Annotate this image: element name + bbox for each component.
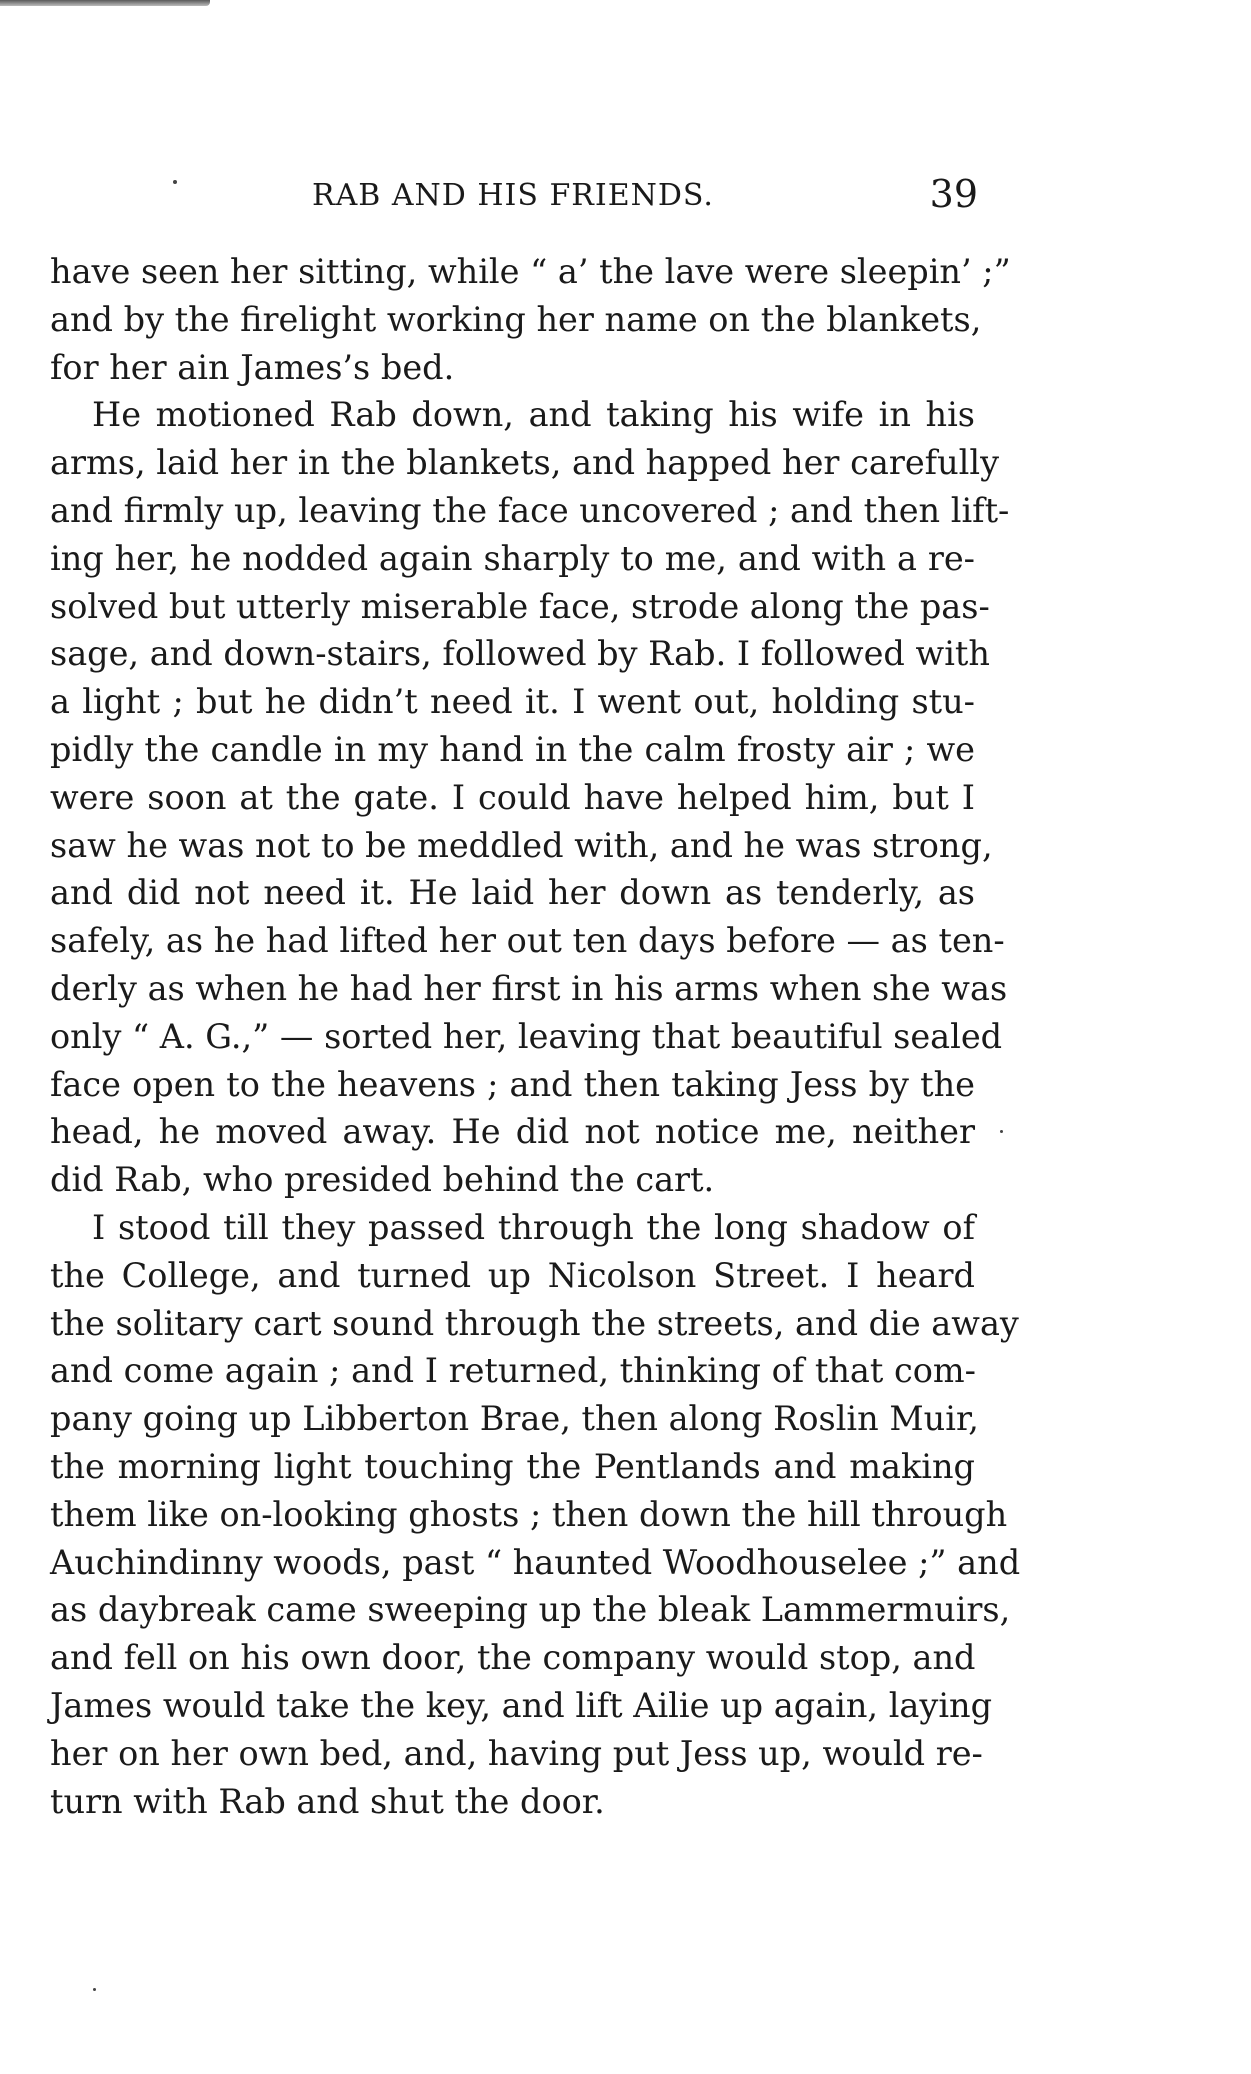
text-line: were soon at the gate. I could have helped him, but I [50,777,975,817]
text-line: the solitary cart sound through the streets, and die away [50,1303,1019,1343]
text-line: Auchindinny woods, past “ haunted Woodhouselee ;” and [50,1542,1021,1582]
running-title: RAB AND HIS FRIENDS. [312,178,714,213]
text-line: a light ; but he didn’t need it. I went out, holding stu- [50,682,975,722]
text-line: did Rab, who presided behind the cart. [50,1160,715,1200]
text-line: and come again ; and I returned, thinking of that com- [50,1351,976,1391]
text-line: as daybreak came sweeping up the bleak Lammermuirs, [50,1590,1011,1630]
text-line: solved but utterly miserable face, strode along the pas- [50,586,990,626]
text-line: head, he moved away. He did not notice me, neither [50,1112,975,1152]
text-line: and firmly up, leaving the face uncovered ; and then lift- [50,490,1010,530]
scan-edge-mark [0,0,210,6]
text-line: for her ain James’s bed. [50,347,455,387]
text-line: the College, and turned up Nicolson Street. I heard [50,1255,975,1295]
text-line: the morning light touching the Pentlands and making [50,1446,975,1486]
text-line: and did not need it. He laid her down as tenderly, as [50,873,975,913]
text-line: have seen her sitting, while “ a’ the lave were sleepin’ ;” [50,252,1011,291]
text-line: James would take the key, and lift Ailie up again, laying [50,1685,993,1725]
text-line: her on her own bed, and, having put Jess up, would re- [50,1733,983,1773]
text-line: I stood till they passed through the long shadow of [92,1207,975,1247]
page-number: 39 [929,172,978,216]
text-line: and by the firelight working her name on the blankets, [50,299,982,339]
text-line: face open to the heavens ; and then taking Jess by the [50,1064,975,1104]
text-line: sage, and down-stairs, followed by Rab. I followed with [50,634,990,674]
text-line: and fell on his own door, the company would stop, and [50,1638,976,1678]
text-line: turn with Rab and shut the door. [50,1781,605,1821]
text-line: them like on-looking ghosts ; then down the hill through [50,1494,1008,1534]
text-line: saw he was not to be meddled with, and he was strong, [50,825,993,865]
text-line: pany going up Libberton Brae, then along Roslin Muir, [50,1399,979,1439]
body-text [50,248,1021,1825]
text-line: only “ A. G.,” — sorted her, leaving that beautiful sealed [50,1016,1003,1056]
text-line: ing her, he nodded again sharply to me, and with a re- [50,538,975,578]
text-line: pidly the candle in my hand in the calm frosty air ; we [50,729,975,769]
ink-speck [93,1988,96,1991]
text-line: arms, laid her in the blankets, and happed her carefully [50,443,999,483]
text-line: He motioned Rab down, and taking his wife in his [92,395,975,435]
text-line: derly as when he had her first in his arms when she was [50,968,1008,1008]
running-head [48,172,978,222]
text-line: safely, as he had lifted her out ten days before — as ten- [50,921,1005,961]
ink-speck [1000,1130,1003,1133]
